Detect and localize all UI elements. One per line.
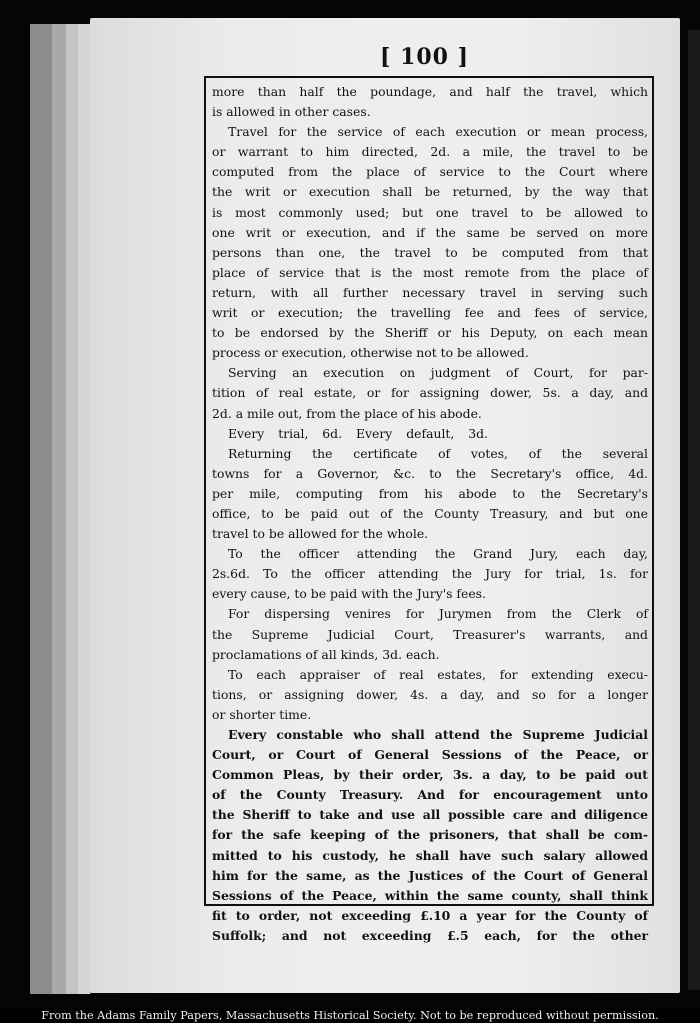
- text-line: office, to be paid out of the County Treasury, and but one: [212, 505, 648, 521]
- text-line: Travel for the service of each execution or mean process,: [228, 124, 648, 140]
- text-line: fit to order, not exceeding £.10 a year for the County of: [212, 907, 648, 923]
- text-line: the writ or execution shall be returned, by the way that: [212, 184, 648, 200]
- text-line: For dispersing venires for Jurymen from the Clerk of: [228, 606, 648, 622]
- text-line: the Supreme Judicial Court, Treasurer's warrants, and: [212, 626, 648, 642]
- text-line: Court, or Court of General Sessions of the Peace, or: [212, 747, 648, 763]
- text-line: mitted to his custody, he shall have such salary allowed: [212, 847, 648, 863]
- trial-fee: Every trial, 6d.: [228, 425, 343, 441]
- text-line: proclamations of all kinds, 3d. each.: [212, 646, 440, 662]
- text-line: every cause, to be paid with the Jury's fees.: [212, 586, 486, 602]
- text-line: travel to be allowed for the whole.: [212, 526, 429, 542]
- text-line: to be endorsed by the Sheriff or his Deputy, on each mean: [212, 325, 648, 341]
- text-line: To each appraiser of real estates, for extending execu-: [228, 666, 648, 682]
- text-line: Suffolk; and not exceeding £.5 each, for the other: [212, 927, 648, 943]
- page-edge: [52, 24, 67, 994]
- page-edge: [30, 24, 53, 994]
- text-line: per mile, computing from his abode to the Secretary's: [212, 485, 648, 501]
- text-line: more than half the poundage, and half the travel, which: [212, 84, 648, 99]
- text-line: persons than one, the travel to be computed from that: [212, 244, 648, 260]
- paragraphs-part-2: [212, 444, 648, 946]
- text-line: Returning the certificate of votes, of the several: [228, 445, 648, 461]
- text-line: To the officer attending the Grand Jury, each day,: [228, 546, 648, 562]
- fee-line: [212, 424, 648, 444]
- text-block: [204, 76, 654, 943]
- text-line: or warrant to him directed, 2d. a mile, the travel to be: [212, 144, 648, 160]
- text-line: 2d. a mile out, from the place of his abode.: [212, 405, 482, 421]
- footer-credit: From the Adams Family Papers, Massachusetts Historical Society. Not to be reproduced without permission.: [0, 1008, 700, 1023]
- text-line: the Sheriff to take and use all possible care and diligence: [212, 807, 648, 823]
- text-line: towns for a Governor, &c. to the Secretary's office, 4d.: [212, 465, 648, 481]
- text-line: writ or execution; the travelling fee and fees of service,: [212, 305, 648, 321]
- text-line: process or execution, otherwise not to be allowed.: [212, 345, 529, 361]
- text-line: Every constable who shall attend the Supreme Judicial: [228, 727, 648, 742]
- text-line: tition of real estate, or for assigning dower, 5s. a day, and: [212, 385, 648, 401]
- page-number: [ 100 ]: [380, 44, 470, 70]
- text-line: tions, or assigning dower, 4s. a day, and so for a longer: [212, 686, 648, 702]
- text-line: place of service that is the most remote from the place of: [212, 264, 648, 280]
- text-line: Sessions of the Peace, within the same county, shall think: [212, 887, 648, 903]
- text-line: him for the same, as the Justices of the Court of General: [212, 867, 648, 883]
- text-line: is allowed in other cases.: [212, 104, 371, 120]
- text-line: of the County Treasury. And for encouragement unto: [212, 787, 648, 803]
- text-line: for the safe keeping of the prisoners, that shall be com-: [212, 827, 648, 843]
- text-line: return, with all further necessary travel in serving such: [212, 284, 648, 300]
- text-line: one writ or execution, and if the same be served on more: [212, 224, 648, 240]
- text-line: is most commonly used; but one travel to be allowed to: [212, 204, 648, 220]
- text-line: Common Pleas, by their order, 3s. a day, to be paid out: [212, 767, 648, 783]
- text-line: or shorter time.: [212, 706, 312, 722]
- text-line: 2s.6d. To the officer attending the Jury for trial, 1s. for: [212, 566, 648, 582]
- page-gutter: [688, 30, 700, 990]
- text-line: Serving an execution on judgment of Court, for par-: [228, 365, 648, 381]
- paragraphs-part-1: [212, 82, 648, 424]
- default-fee: Every default, 3d.: [356, 425, 488, 441]
- text-line: computed from the place of service to the Court where: [212, 164, 648, 180]
